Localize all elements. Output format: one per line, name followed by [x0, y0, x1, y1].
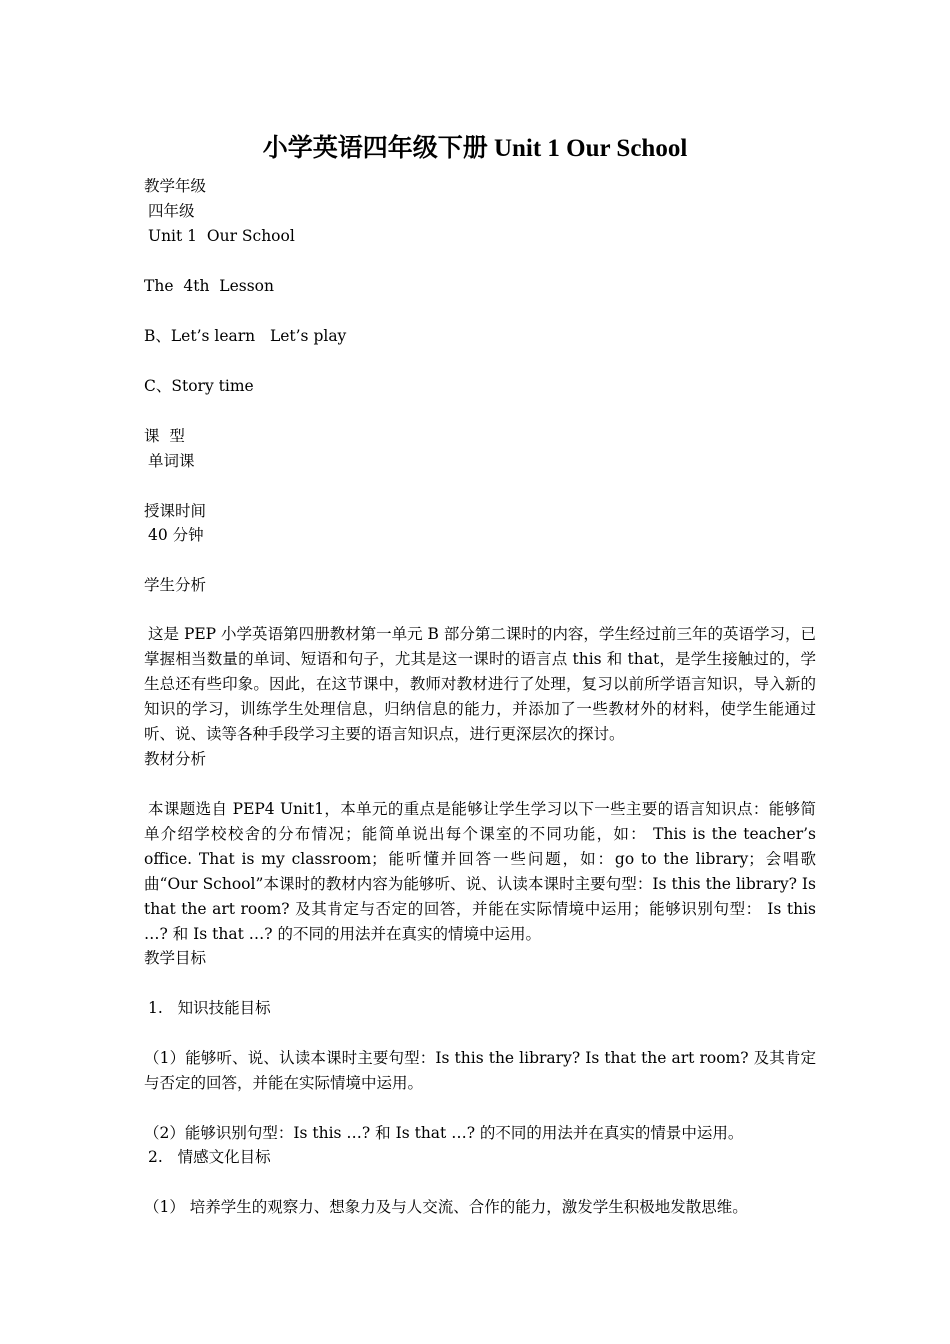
- goal-1-item-2: （2）能够识别句型：Is this …? 和 Is that …? 的不同的用法并在真实的情景中运用。: [144, 1124, 744, 1142]
- unit-value: Unit 1 Our School: [148, 227, 295, 245]
- material-analysis-text: 本课题选自 PEP4 Unit1，本单元的重点是能够让学生学习以下一些主要的语言知识点：能够简单介绍学校校舍的分布情况；能简单说出每个课室的不同功能，如： This is the teacher’s office. That is my classroom；能听懂并回答一些问题，如：go to the library；会唱歌曲“Our School”本课时的教材内容为能够听、说、认读本课时主要句型：Is this the library? Is that the art room? 及其肯定与否定的回答，并能在实际情境中运用；能够识别句型： Is this …? 和 Is that …? 的不同的用法并在真实的情境中运用。: [144, 800, 816, 943]
- time-label: 授课时间: [144, 502, 207, 520]
- teaching-goals-label: 教学目标: [144, 949, 207, 967]
- grade-label: 教学年级: [144, 177, 207, 195]
- section-b-line: B、Let’s learn Let’s play: [144, 327, 347, 345]
- time-value: 40 分钟: [148, 526, 204, 544]
- goal-2-heading: 2. 情感文化目标: [148, 1148, 271, 1166]
- document-title: 小学英语四年级下册 Unit 1 Our School: [262, 135, 688, 162]
- goal-2-item-1: （1） 培养学生的观察力、想象力及与人交流、合作的能力，激发学生积极地发散思维。: [144, 1198, 748, 1216]
- material-analysis-label: 教材分析: [144, 750, 207, 768]
- section-c-line: C、Story time: [144, 377, 254, 395]
- goal-1-heading: 1. 知识技能目标: [148, 999, 271, 1017]
- lesson-line: The 4th Lesson: [144, 277, 274, 295]
- grade-value: 四年级: [148, 202, 195, 220]
- goal-1-item-1: （1）能够听、说、认读本课时主要句型：Is this the library? Is that the art room? 及其肯定与否定的回答，并能在实际情境中运用。: [144, 1049, 816, 1092]
- student-analysis-text: 这是 PEP 小学英语第四册教材第一单元 B 部分第二课时的内容，学生经过前三年的英语学习，已掌握相当数量的单词、短语和句子，尤其是这一课时的语言点 this 和 that，是学生接触过的，学生总还有些印象。因此，在这节课中，教师对教材进行了处理，复习以前所学语言知识，导入新的知识的学习，训练学生处理信息，归纳信息的能力，并添加了一些教材外的材料，使学生能通过听、说、读等各种手段学习主要的语言知识点，进行更深层次的探讨。: [144, 625, 816, 743]
- type-label: 课 型: [144, 427, 185, 445]
- type-value: 单词课: [148, 452, 195, 470]
- student-analysis-label: 学生分析: [144, 576, 207, 594]
